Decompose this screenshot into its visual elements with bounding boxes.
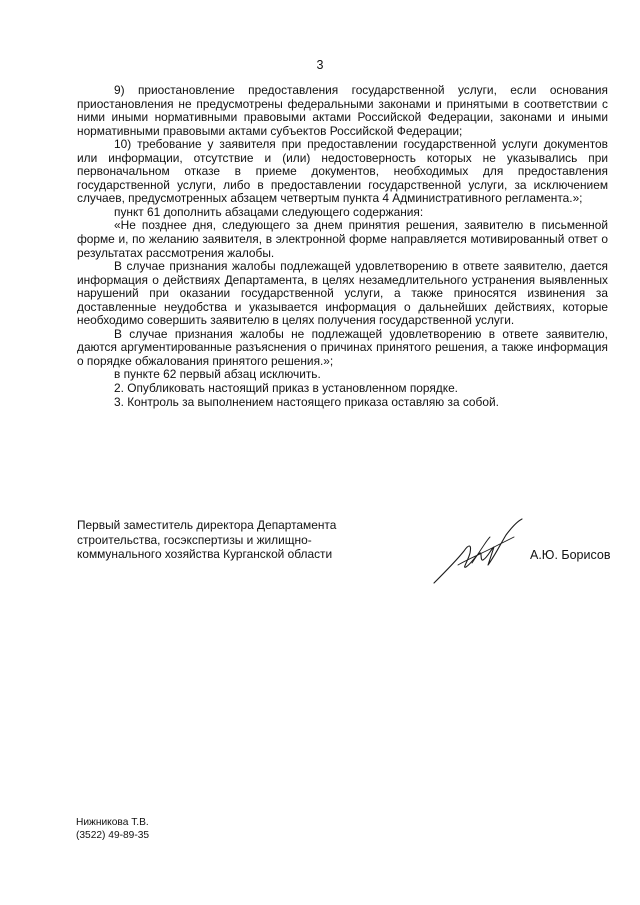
paragraph-point-62: в пункте 62 первый абзац исключить. [114, 367, 321, 382]
signer-name: А.Ю. Борисов [530, 548, 611, 562]
paragraph-response-deadline: «Не позднее дня, следующего за днем принятия решения, заявителю в письменной форме и, по желанию заявителя, в электронной форме направляется мотивированный ответ о результатах рассмотрения жалобы. [77, 218, 608, 260]
executor-name: Нижникова Т.В. [76, 817, 149, 828]
paragraph-item-10: 10) требование у заявителя при предоставлении государственной услуги документов или информации, отсутствие и (или) недостоверность которых не указывались при первоначальном отказе в приеме документов, необходимых для предоставления государственной услуги, либо в предоставлении государственной услуги, за исключением случаев, предусмотренных абзацем четвертым пункта 4 Административного регламента.»; [77, 137, 608, 206]
paragraph-complaint-satisfied: В случае признания жалобы подлежащей удовлетворению в ответе заявителю, дается информация о действиях Департамента, в целях незамедлительного устранения выявленных нарушений при оказании государственной услуги, а также приносятся извинения за доставленные неудобства и указывается информация о дальнейших действиях, которые необходимо совершить заявителю в целях получения государственной услуги. [77, 259, 608, 328]
paragraph-publish-order: 2. Опубликовать настоящий приказ в установленном порядке. [114, 381, 458, 396]
paragraph-control-order: 3. Контроль за выполнением настоящего приказа оставляю за собой. [114, 394, 499, 409]
paragraph-item-9: 9) приостановление предоставления государственной услуги, если основания приостановления не предусмотрены федеральными законами и принятыми в соответствии с ними иными нормативными правовыми актами Российской Федерации, законами и иными нормативными правовыми актами субъектов Российской Федерации; [77, 83, 608, 138]
signer-position-line: коммунального хозяйства Курганской области [77, 547, 333, 561]
handwritten-signature [428, 517, 528, 587]
signer-position [77, 518, 367, 562]
page-number: 3 [316, 58, 324, 72]
paragraph-point-61-intro: пункт 61 дополнить абзацами следующего содержания: [114, 204, 424, 219]
document-body [77, 84, 608, 409]
executor-phone: (3522) 49-89-35 [76, 830, 150, 841]
signer-position-line: Первый заместитель директора Департамента [77, 518, 337, 532]
signer-position-line: строительства, госэкспертизы и жилищно- [77, 532, 312, 547]
paragraph-complaint-rejected: В случае признания жалобы не подлежащей удовлетворению в ответе заявителю, даются аргументированные разъяснения о причинах принятого решения, а также информация о порядке обжалования принятого решения.»; [77, 326, 608, 368]
